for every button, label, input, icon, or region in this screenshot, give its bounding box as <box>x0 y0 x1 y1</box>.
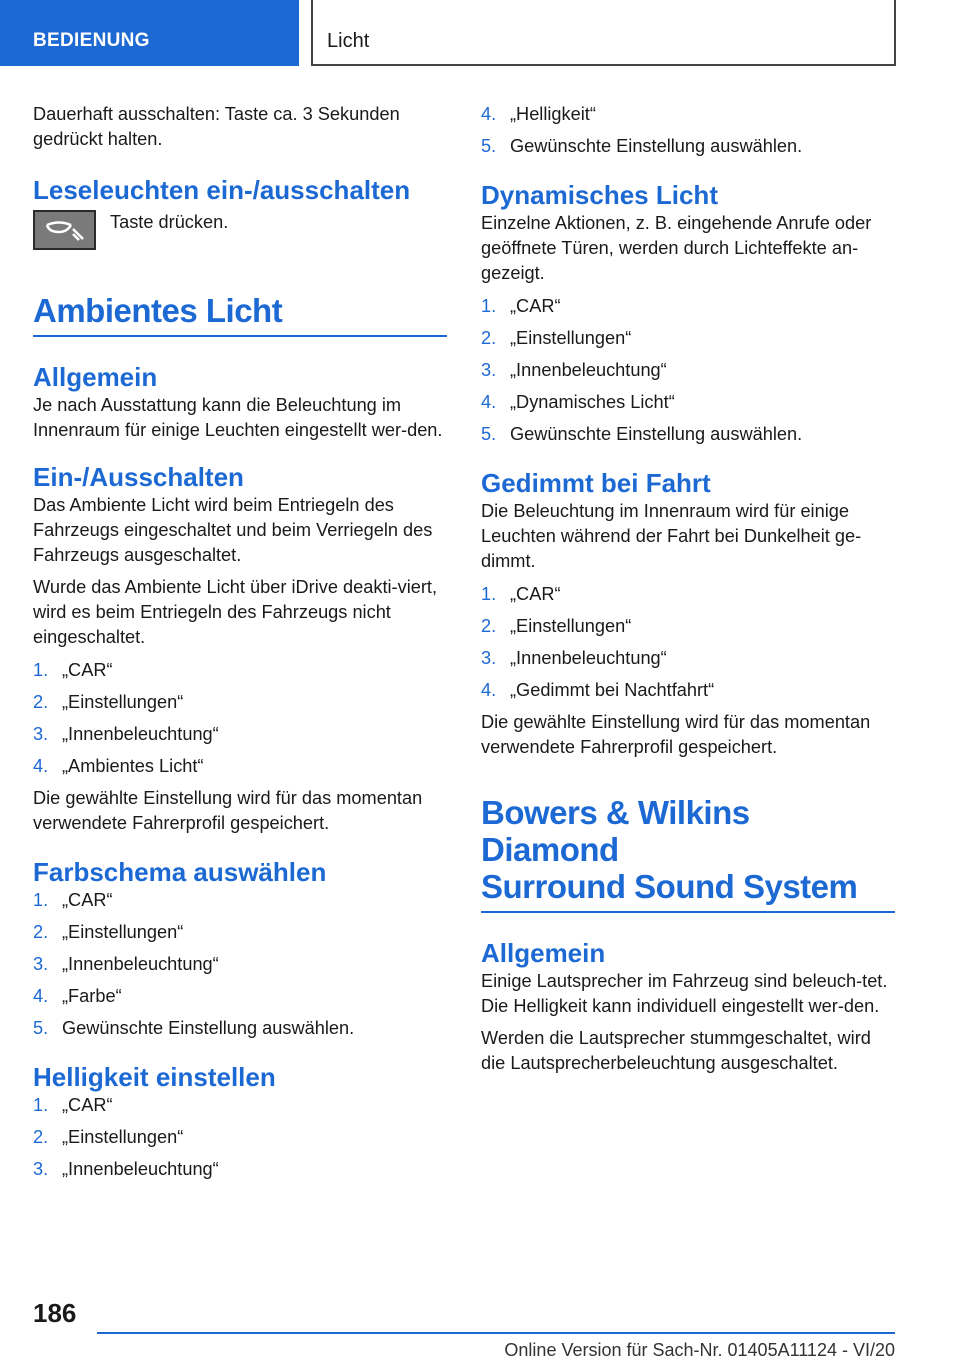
step-number: 3. <box>33 954 49 974</box>
list-item <box>33 984 447 1009</box>
step-number: 5. <box>481 136 497 156</box>
step-number: 4. <box>33 986 49 1006</box>
list-item <box>33 1016 447 1041</box>
dimmed-text: Die Beleuchtung im Innenraum wird für einige Leuchten während der Fahrt bei Dunkelheit ge-dimmt. <box>481 501 862 571</box>
list-item <box>33 1125 447 1150</box>
reading-light-text: Taste drücken. <box>110 212 229 232</box>
color-steps <box>33 888 447 1041</box>
list-item <box>33 888 447 913</box>
bowers-title-block <box>481 794 895 913</box>
intro-text: Dauerhaft ausschalten: Taste ca. 3 Sekunden gedrückt halten. <box>33 104 400 149</box>
step-number: 2. <box>33 922 49 942</box>
bowers-general-heading: Allgemein <box>481 938 606 968</box>
step-number: 3. <box>481 360 497 380</box>
step-number: 5. <box>33 1018 49 1038</box>
reading-light-row <box>33 210 447 250</box>
list-item <box>33 658 447 683</box>
bowers-title-line-1: Bowers & Wilkins Diamond <box>481 794 750 868</box>
color-heading: Farbschema auswählen <box>33 857 327 887</box>
dynamic-steps <box>481 294 895 447</box>
step-number: 2. <box>481 616 497 636</box>
chapter-tab: Licht <box>311 0 896 66</box>
page-number: 186 <box>33 1298 77 1328</box>
dynamic-text: Einzelne Aktionen, z. B. eingehende Anrufe oder geöffnete Türen, werden durch Lichteffekte an-gezeigt. <box>481 213 872 283</box>
list-item <box>481 102 895 127</box>
step-number: 1. <box>481 584 497 604</box>
list-item <box>481 422 895 447</box>
list-item <box>481 582 895 607</box>
reading-light-icon <box>33 210 96 250</box>
step-text: „CAR“ <box>62 890 113 910</box>
step-number: 4. <box>481 680 497 700</box>
reading-light-heading: Leseleuchten ein-/ausschalten <box>33 175 411 205</box>
ambient-general-text: Je nach Ausstattung kann die Beleuchtung im Innenraum für einige Leuchten eingestellt wer-den. <box>33 395 443 440</box>
step-text: „Innenbeleuchtung“ <box>62 724 219 744</box>
step-text: „Farbe“ <box>62 986 122 1006</box>
step-text: „Innenbeleuchtung“ <box>62 954 219 974</box>
ambient-general-heading: Allgemein <box>33 362 158 392</box>
step-text: Gewünschte Einstellung auswählen. <box>510 136 803 156</box>
list-item <box>33 1093 447 1118</box>
onoff-text-1: Das Ambiente Licht wird beim Entriegeln des Fahrzeugs eingeschaltet und beim Verriegeln des Fahrzeugs ausgeschaltet. <box>33 495 433 565</box>
step-number: 1. <box>33 890 49 910</box>
dimmed-note: Die gewählte Einstellung wird für das momentan verwendete Fahrerprofil gespeichert. <box>481 712 871 757</box>
step-text: „Einstellungen“ <box>510 328 632 348</box>
step-number: 4. <box>33 756 49 776</box>
section-tab: BEDIENUNG <box>0 0 299 66</box>
step-text: „Dynamisches Licht“ <box>510 392 675 412</box>
list-item <box>33 952 447 977</box>
list-item <box>481 358 895 383</box>
step-number: 1. <box>33 660 49 680</box>
step-number: 4. <box>481 104 497 124</box>
bowers-general-text-2: Werden die Lautsprecher stummgeschaltet, wird die Lautsprecherbeleuchtung ausgeschaltet. <box>481 1028 871 1073</box>
step-number: 3. <box>33 724 49 744</box>
step-text: „Innenbeleuchtung“ <box>510 360 667 380</box>
list-item <box>33 754 447 779</box>
onoff-heading: Ein-/Ausschalten <box>33 462 244 492</box>
page-header <box>0 0 960 66</box>
left-column <box>33 102 447 1189</box>
list-item <box>33 1157 447 1182</box>
list-item <box>481 134 895 159</box>
page-footer <box>0 1290 960 1362</box>
bowers-title-line-2: Surround Sound System <box>481 868 858 905</box>
step-text: „Einstellungen“ <box>62 922 184 942</box>
step-text: „CAR“ <box>510 296 561 316</box>
step-text: „CAR“ <box>510 584 561 604</box>
step-number: 2. <box>33 692 49 712</box>
onoff-text-2: Wurde das Ambiente Licht über iDrive deakti-viert, wird es beim Entriegeln des Fahrzeugs nicht eingeschaltet. <box>33 577 438 647</box>
footer-text: Online Version für Sach-Nr. 01405A11124 - VI/20 <box>504 1340 895 1360</box>
step-number: 2. <box>481 328 497 348</box>
dimmed-heading: Gedimmt bei Fahrt <box>481 468 711 498</box>
ambient-title: Ambientes Licht <box>33 292 283 329</box>
step-number: 1. <box>33 1095 49 1115</box>
step-text: Gewünschte Einstellung auswählen. <box>510 424 803 444</box>
list-item <box>481 646 895 671</box>
step-text: Gewünschte Einstellung auswählen. <box>62 1018 355 1038</box>
bowers-general-text-1: Einige Lautsprecher im Fahrzeug sind beleuch-tet. Die Helligkeit kann individuell eingestellt wer-den. <box>481 971 888 1016</box>
footer-divider <box>97 1332 895 1334</box>
step-number: 4. <box>481 392 497 412</box>
list-item <box>33 722 447 747</box>
step-text: „Einstellungen“ <box>510 616 632 636</box>
step-number: 3. <box>481 648 497 668</box>
list-item <box>481 326 895 351</box>
dimmed-steps <box>481 582 895 703</box>
list-item <box>481 678 895 703</box>
step-number: 3. <box>33 1159 49 1179</box>
step-text: „Einstellungen“ <box>62 692 184 712</box>
list-item <box>481 390 895 415</box>
brightness-steps <box>33 1093 447 1182</box>
dynamic-heading: Dynamisches Licht <box>481 180 718 210</box>
list-item <box>33 690 447 715</box>
step-text: „Helligkeit“ <box>510 104 596 124</box>
step-text: „Gedimmt bei Nachtfahrt“ <box>510 680 715 700</box>
onoff-note: Die gewählte Einstellung wird für das momentan verwendete Fahrerprofil gespeichert. <box>33 788 423 833</box>
step-text: „CAR“ <box>62 1095 113 1115</box>
step-number: 2. <box>33 1127 49 1147</box>
right-column <box>481 102 895 1083</box>
list-item <box>33 920 447 945</box>
brightness-steps-continued <box>481 102 895 159</box>
brightness-heading: Helligkeit einstellen <box>33 1062 276 1092</box>
step-text: „Einstellungen“ <box>62 1127 184 1147</box>
step-text: „Ambientes Licht“ <box>62 756 204 776</box>
ambient-title-block <box>33 292 447 337</box>
step-number: 5. <box>481 424 497 444</box>
list-item <box>481 294 895 319</box>
step-number: 1. <box>481 296 497 316</box>
list-item <box>481 614 895 639</box>
step-text: „Innenbeleuchtung“ <box>510 648 667 668</box>
step-text: „Innenbeleuchtung“ <box>62 1159 219 1179</box>
onoff-steps <box>33 658 447 779</box>
step-text: „CAR“ <box>62 660 113 680</box>
